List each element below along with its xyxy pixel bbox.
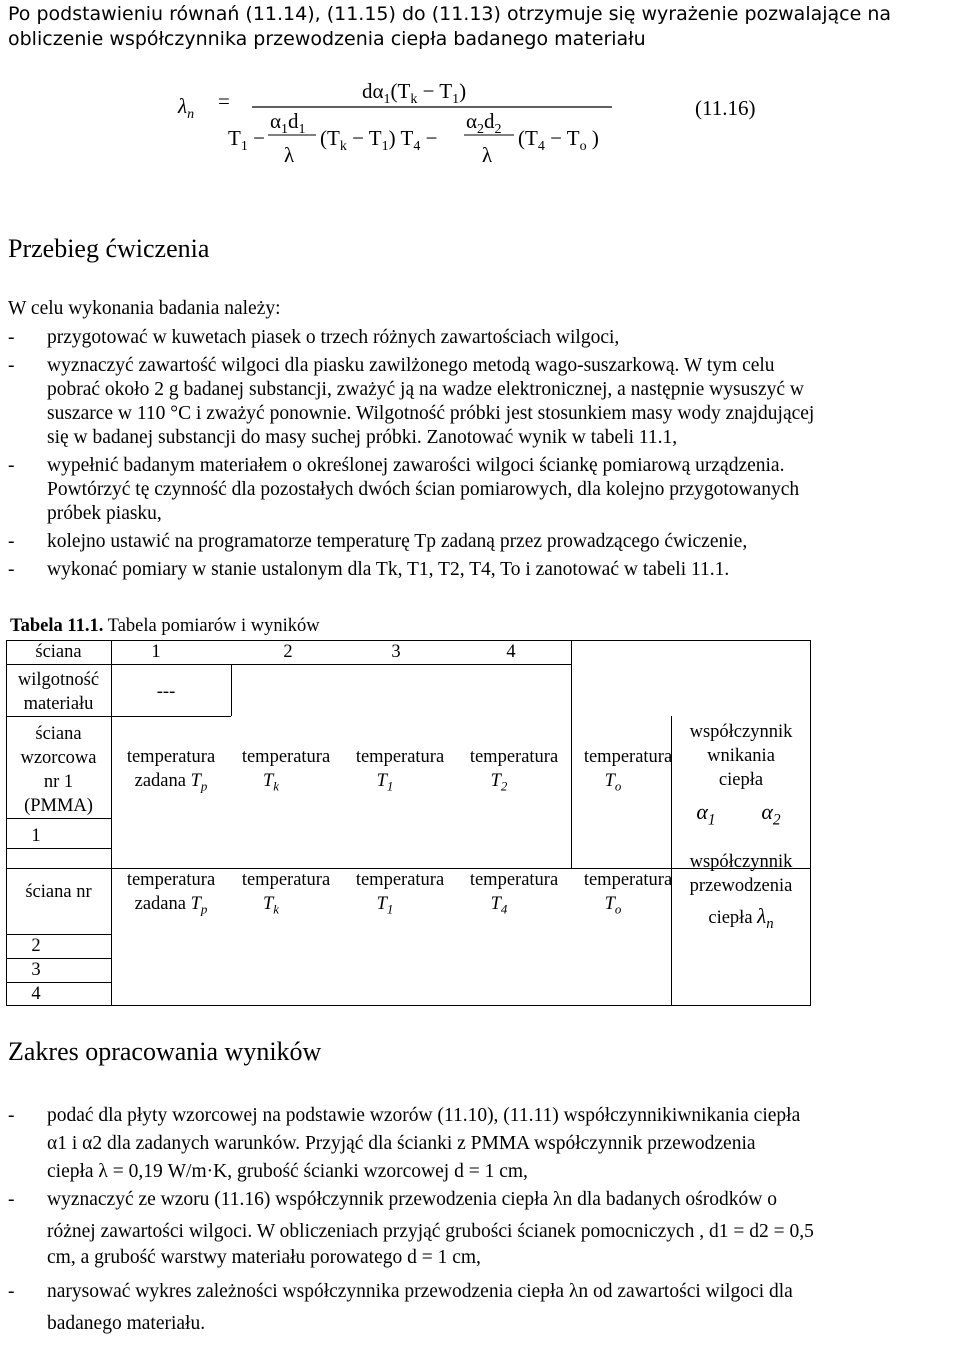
- header-col-2: 2: [283, 642, 293, 662]
- temp-k-word-2: temperatura: [241, 870, 331, 890]
- temp-k-word: temperatura: [241, 747, 331, 767]
- wall-nr-label: ściana nr: [25, 882, 92, 902]
- table-caption: [10, 614, 320, 638]
- moisture-dashes: ---: [156, 682, 176, 702]
- svg-text:(Tk − T1) T4 −: $(T_k - T_1) T_4$ −: [320, 126, 438, 154]
- lambda-n: $\lambda_n$: [178, 94, 195, 122]
- coef-przew-3: ciepła $\lambda_n$: [708, 904, 774, 933]
- coef-wnik-2: wnikania: [707, 746, 775, 766]
- temp-p-word: temperatura: [126, 747, 216, 767]
- intro-line-2: obliczenie współczynnika przewodzenia ciepła badanego materiału: [8, 28, 646, 50]
- coef-przew-2: przewodzenia: [689, 876, 793, 896]
- temp-1-word: temperatura: [355, 747, 445, 767]
- temp-k-symbol: $T_k$: [262, 771, 280, 794]
- temp-p-label-2: zadana $T_p$: [134, 894, 208, 917]
- list-item: - wykonać pomiary w stanie ustalonym dla Tk, T1, T2, T4, To i zanotować w tabeli 11.1.: [8, 559, 730, 580]
- header-col-1: 1: [151, 642, 161, 662]
- section-title-przebieg: Przebieg ćwiczenia: [8, 234, 210, 263]
- section2-list: [0, 1104, 960, 1340]
- list-item: - przygotować w kuwetach piasek o trzech różnych zawartościach wilgoci,: [8, 327, 620, 348]
- measurement-table: [6, 640, 811, 1006]
- list-item: - wypełnić badanym materiałem o określonej zawarości wilgoci ściankę pomiarową urządzenia. Powtórzyć tę czynność dla pozostałych dwóch ścian pomiarowych, dla kolejno przygotowanych próbek piasku,: [8, 455, 800, 524]
- table-caption-number: Tabela 11.1.: [10, 616, 104, 636]
- svg-text:T1 −: $T_1$ −: [228, 126, 265, 154]
- temp-o-symbol-2: $T_o$: [604, 894, 622, 917]
- svg-text:λ: λ: [284, 143, 295, 167]
- temp-4-symbol: $T_4$: [490, 894, 508, 917]
- coef-wnik-3: ciepła: [718, 770, 764, 790]
- row-num-3: 3: [31, 960, 41, 980]
- ref-wall-4: (PMMA): [24, 796, 93, 816]
- equation-number: (11.16): [695, 96, 756, 120]
- temp-1-symbol: $T_1$: [376, 771, 394, 794]
- svg-text:α2d2: $\alpha_2d_2$: [466, 109, 502, 137]
- svg-text:λ: λ: [482, 143, 493, 167]
- coef-przew-1: współczynnik: [689, 852, 793, 872]
- temp-2-symbol: $T_2$: [490, 771, 508, 794]
- ref-wall-3: nr 1: [43, 772, 74, 792]
- svg-text:(T4 − To ): ($T_4 - T_o$ ): [518, 126, 599, 154]
- svg-text:dα1(Tk − T1): $d\alpha_1(T_k - T_1)$: [362, 79, 467, 107]
- section-title-zakres: Zakres opracowania wyników: [8, 1037, 322, 1066]
- list-item: - podać dla płyty wzorcowej na podstawie wzorów (11.10), (11.11) współczynnikiwnikania ciepła α1 i α2 dla zadanych warunków. Przyjąć dla ścianki z PMMA współczynnik przewodzenia ciepła λ = 0,19 W/m·K, grubość ścianki wzorcowej d = 1 cm,: [8, 1105, 801, 1182]
- table-caption-text: Tabela pomiarów i wyników: [103, 616, 320, 636]
- ref-wall-1: ściana: [35, 724, 82, 744]
- list-item: - narysować wykres zależności współczynnika przewodzenia ciepła λn od zawartości wilgoci dla badanego materiału.: [8, 1281, 793, 1334]
- temp-p-word-2: temperatura: [126, 870, 216, 890]
- temp-1-symbol-2: $T_1$: [376, 894, 394, 917]
- list-item: - wyznaczyć ze wzoru (11.16) współczynnik przewodzenia ciepła λn dla badanych ośrodków o różnej zawartości wilgoci. W obliczeniach przyjąć grubości ścianek pomocniczych , d1 = d2 = 0,5 cm, a grubość warstwy materiału porowatego d = 1 cm,: [8, 1189, 814, 1268]
- row-num-4: 4: [31, 984, 41, 1004]
- temp-4-word: temperatura: [469, 870, 559, 890]
- temp-o-word-2: temperatura: [583, 870, 673, 890]
- temp-2-word: temperatura: [469, 747, 559, 767]
- list-item: - wyznaczyć zawartość wilgoci dla piasku zawilżonego metodą wago-suszarkową. W tym celu pobrać około 2 g badanej substancji, zważyć ją na wadze elektronicznej, a następnie wysuszyć w suszarce w 110 °C i zważyć ponownie. Wilgotność próbki jest stosunkiem masy wody znajdującej się w badanej substancji do masy suchej próbki. Zanotować wynik w tabeli 11.1,: [8, 355, 815, 448]
- temp-o-word: temperatura: [583, 747, 673, 767]
- coef-wnik-1: współczynnik: [689, 722, 793, 742]
- section1-list: [0, 326, 960, 582]
- list-item: - kolejno ustawić na programatorze temperaturę Tp zadaną przez prowadzącego ćwiczenie,: [8, 531, 748, 552]
- alpha-1-symbol: $\alpha_1$: [696, 799, 716, 829]
- temp-o-symbol: $T_o$: [604, 771, 622, 794]
- temp-p-label: zadana $T_p$: [134, 771, 208, 794]
- intro-line-1: Po podstawieniu równań (11.14), (11.15) do (11.13) otrzymuje się wyrażenie pozwalające na: [8, 3, 892, 25]
- moisture-label-2: materiału: [23, 694, 94, 714]
- header-col-3: 3: [391, 642, 401, 662]
- svg-text:=: =: [218, 89, 230, 113]
- temp-k-symbol-2: $T_k$: [262, 894, 280, 917]
- equation-11-16: [170, 70, 810, 180]
- temp-1-word-2: temperatura: [355, 870, 445, 890]
- svg-text:α1d1: $\alpha_1d_1$: [270, 109, 306, 137]
- header-wall-label: ściana: [35, 642, 82, 662]
- ref-wall-2: wzorcowa: [20, 748, 97, 768]
- row-num-2: 2: [31, 936, 41, 956]
- alpha-2-symbol: $\alpha_2$: [761, 799, 781, 829]
- moisture-label-1: wilgotność: [17, 670, 100, 690]
- header-col-4: 4: [506, 642, 516, 662]
- section1-lead: W celu wykonania badania należy:: [8, 298, 281, 319]
- ref-row-num: 1: [31, 826, 41, 846]
